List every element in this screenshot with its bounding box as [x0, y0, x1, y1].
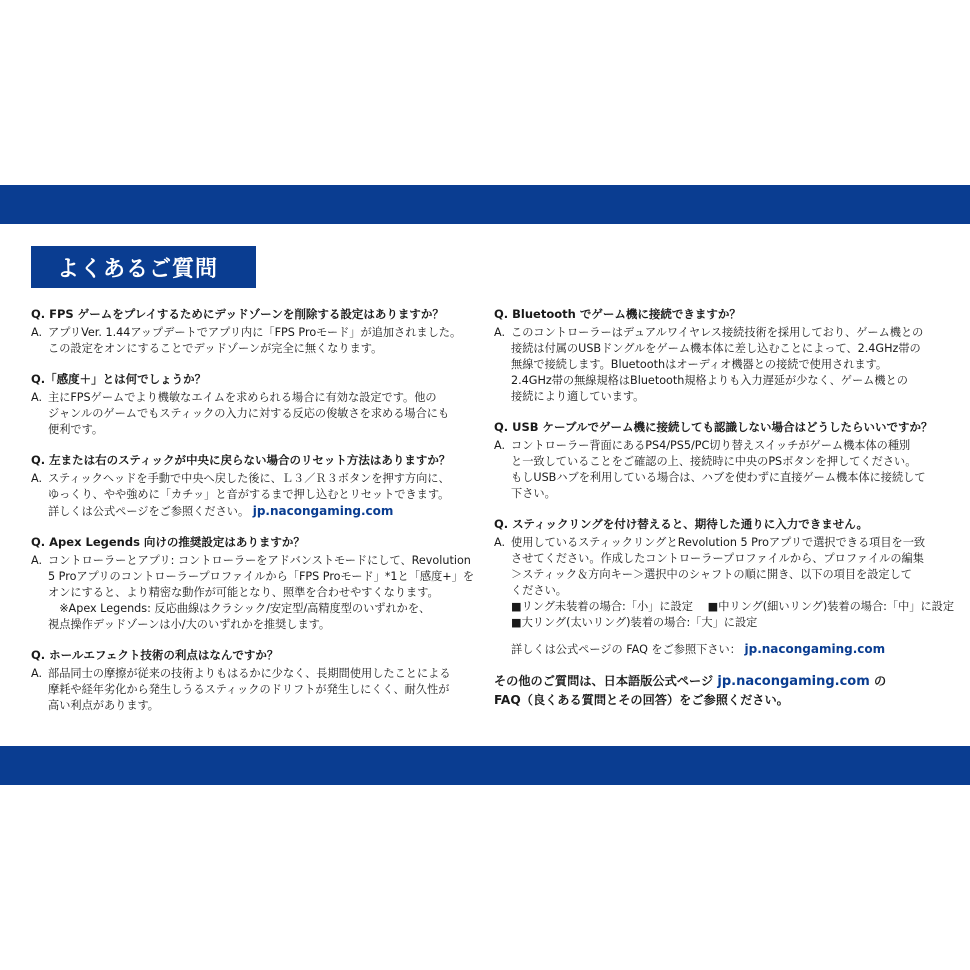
answer-line: 2.4GHz帯の無線規格はBluetooth規格よりも入力遅延が少なく、ゲーム機との [511, 374, 908, 387]
answer-label: A. [31, 472, 43, 485]
question: Q. 左または右のスティックが中央に戻らない場合のリセット方法はありますか？ [31, 453, 451, 467]
answer-line: 下さい。 [511, 487, 556, 500]
closing-prefix: その他のご質問は、日本語版公式ページ [494, 674, 718, 688]
question: Q. FPS ゲームをプレイするためにデッドゾーンを削除する設定はありますか？ [31, 307, 444, 321]
answer-line: ＞スティック＆方向キー＞選択中のシャフトの順に開き、以下の項目を設定して [511, 568, 912, 581]
answer-line: 接続により適しています。 [511, 390, 645, 403]
answer-line: 5 Proアプリのコントローラープロファイルから「FPS Proモード」*1と「感度+」を [48, 570, 475, 583]
answer-line: 摩耗や経年劣化から発生しうるスティックのドリフトが発生しにくく、耐久性が [48, 683, 450, 696]
answer-label: A. [31, 391, 43, 404]
closing-note [494, 672, 946, 710]
answer-line: このコントローラーはデュアルワイヤレス接続技術を採用しており、ゲーム機との [511, 326, 924, 339]
question: Q.「感度＋」とは何でしょうか？ [31, 372, 207, 386]
answer-line: コントローラー背面にあるPS4/PS5/PC切り替えスイッチがゲーム機本体の種別 [511, 439, 911, 452]
answer-line: ください。 [511, 584, 567, 597]
answer-line: 便利です。 [48, 423, 104, 436]
answer-line: と一致していることをご確認の上、接続時に中央のPSボタンを押してください。 [511, 455, 917, 468]
answer-line: ジャンルのゲームでもスティックの入力に対する反応の俊敏さを求める場合にも [48, 407, 450, 420]
answer-line: 主にFPSゲームでより機敏なエイムを求められる場合に有効な設定です。他の [48, 391, 437, 404]
question: Q. スティックリングを付け替えると、期待した通りに入力できません。 [494, 517, 868, 531]
answer-line [48, 503, 469, 520]
answer [494, 438, 946, 502]
faq-note-prefix: 詳しくは公式ページの FAQ をご参照下さい： [511, 643, 741, 656]
answer-line: ※Apex Legends: 反応曲線はクラシック/安定型/高精度型のいずれかを、 [48, 602, 431, 615]
faq-right-column [494, 306, 955, 710]
question: Q. Apex Legends 向けの推奨設定はありますか？ [31, 535, 305, 549]
link-prefix: 詳しくは公式ページをご参照ください。 [48, 505, 250, 518]
answer-line: もしUSBハブを利用している場合は、ハブを使わずに直接ゲーム機本体に接続して [511, 471, 926, 484]
faq-link[interactable]: jp.nacongaming.com [744, 642, 886, 656]
official-site-link[interactable]: jp.nacongaming.com [252, 504, 394, 518]
question: Q. ホールエフェクト技術の利点はなんですか？ [31, 648, 279, 662]
answer-line: 接続は付属のUSBドングルをゲーム機本体に差し込むことによって、2.4GHz帯の [511, 342, 921, 355]
faq-left-column [31, 306, 475, 728]
answer-line: 使用しているスティックリングとRevolution 5 Proアプリで選択できる項目を一致 [511, 536, 926, 549]
answer-line: ゆっくり、やや強めに「カチッ」と音がするまで押し込むとリセットできます。 [48, 488, 450, 501]
answer-line: 高い利点があります。 [48, 699, 159, 712]
answer-label: A. [494, 326, 506, 339]
question: Q. USB ケーブルでゲーム機に接続しても認識しない場合はどうしたらいいですか？ [494, 420, 933, 434]
faq-note [511, 641, 946, 658]
closing-suffix: の [869, 674, 887, 688]
question: Q. Bluetooth でゲーム機に接続できますか？ [494, 307, 741, 321]
answer [31, 666, 469, 714]
answer-line: させてください。作成したコントローラープロファイルから、プロファイルの編集 [511, 552, 924, 565]
section-title: よくあるご質問 [31, 246, 256, 288]
answer-line: アプリVer. 1.44アップデートでアプリ内に「FPS Proモード」が追加されました。 [48, 326, 462, 339]
top-blue-band [0, 185, 970, 224]
ring-setting-line: ■大リング(太いリング)装着の場合:「大」に設定 [511, 616, 758, 629]
faq-item [31, 452, 469, 520]
bottom-blue-band [0, 746, 970, 785]
faq-item [494, 516, 955, 631]
faq-item [31, 371, 469, 438]
closing-link[interactable]: jp.nacongaming.com [717, 674, 870, 689]
answer-line: 無線で接続します。Bluetoothはオーディオ機器との接続で使用されます。 [511, 358, 888, 371]
answer [494, 535, 955, 631]
answer [494, 325, 946, 405]
faq-item [494, 306, 946, 405]
faq-item [31, 306, 469, 357]
answer-label: A. [494, 439, 506, 452]
faq-item [31, 534, 475, 633]
answer-line: 視点操作デッドゾーンは小/大のいずれかを推奨します。 [48, 618, 331, 631]
answer-line: 部品同士の摩擦が従来の技術よりもはるかに少なく、長期間使用したことによる [48, 667, 451, 680]
answer [31, 390, 469, 438]
answer-line: オンにすると、より精密な動作が可能となり、照準を合わせやすくなります。 [48, 586, 439, 599]
answer-label: A. [31, 554, 43, 567]
answer-label: A. [31, 326, 43, 339]
answer-line: コントローラーとアプリ: コントローラーをアドバンストモードにして、Revolution [48, 554, 471, 567]
faq-item [494, 419, 946, 502]
answer [31, 325, 469, 357]
answer-label: A. [31, 667, 43, 680]
answer-label: A. [494, 536, 506, 549]
answer [31, 471, 469, 520]
closing-line2: FAQ（良くある質問とその回答）をご参照ください。 [494, 693, 789, 707]
answer [31, 553, 475, 633]
answer-line: スティックヘッドを手動で中央へ戻した後に、Ｌ３／Ｒ３ボタンを押す方向に、 [48, 472, 450, 485]
answer-line: この設定をオンにすることでデッドゾーンが完全に無くなります。 [48, 342, 383, 355]
ring-setting-line: ■リング未装着の場合:「小」に設定 ■中リング(細いリング)装着の場合:「中」に設定 [511, 600, 955, 613]
faq-item [31, 647, 469, 714]
